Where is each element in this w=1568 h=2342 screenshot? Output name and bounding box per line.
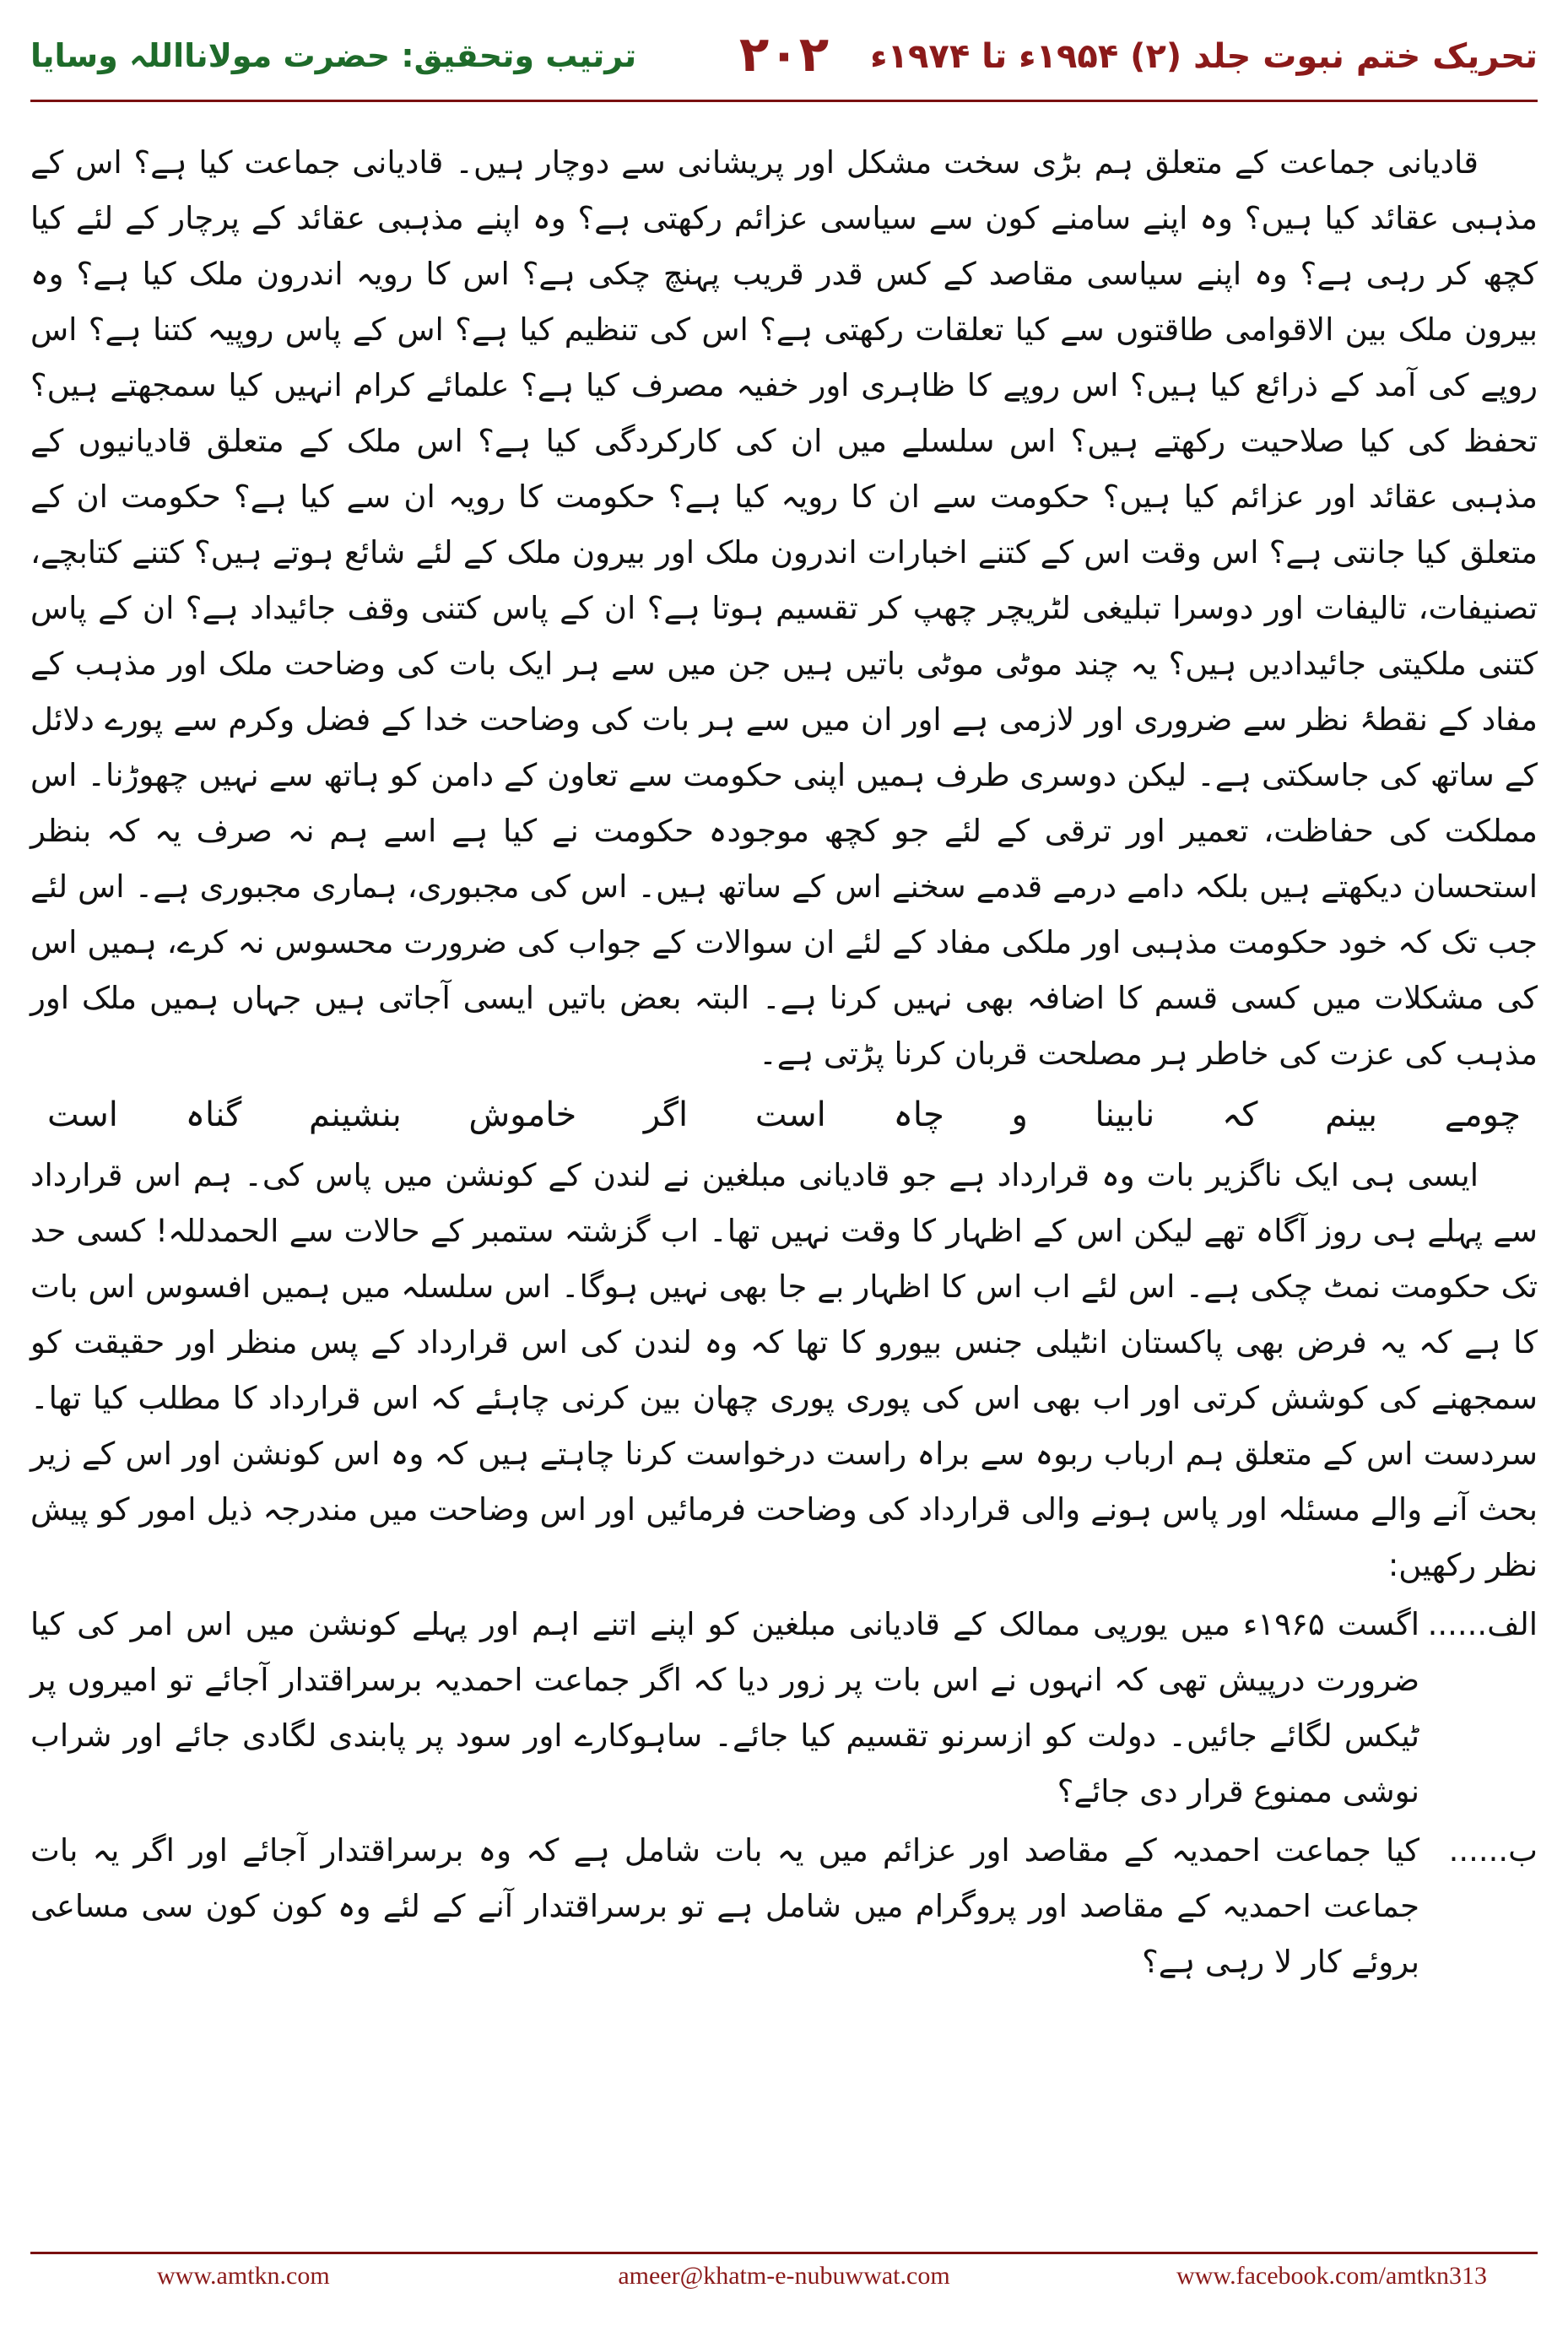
couplet-word: چاہ — [893, 1095, 944, 1134]
book-title: تحریک ختم نبوت جلد (۲) ۱۹۵۴ء تا ۱۹۷۴ء — [870, 37, 1538, 76]
list-label: ب...... — [1448, 1832, 1538, 1869]
list-text: کیا جماعت احمدیہ کے مقاصد اور عزائم میں یہ بات شامل ہے کہ وہ برسراقتدار آجائے اور اگر یہ بات جماعت احمدیہ کے مقاصد اور پروگرام میں شامل ہے تو برسراقتدار آنے کے لئے وہ کون کون سی مساعی بروئے کار لا رہی ہے؟ — [30, 1832, 1419, 1980]
page-footer — [30, 2262, 1538, 2304]
list-item — [30, 1597, 1538, 1820]
couplet-word: اگر — [643, 1095, 689, 1134]
page-header — [30, 25, 1538, 93]
couplet-word: بنشینم — [309, 1095, 402, 1134]
couplet-word: گناہ — [185, 1095, 242, 1134]
list-label: الف...... — [1427, 1606, 1538, 1642]
couplet-word: نابینا — [1095, 1095, 1155, 1134]
website-link[interactable]: www.amtkn.com — [157, 2262, 330, 2290]
facebook-link[interactable]: www.facebook.com/amtkn313 — [1176, 2262, 1487, 2290]
couplet-word: خاموش — [468, 1095, 577, 1134]
couplet-word: کہ — [1221, 1095, 1258, 1134]
page-body — [30, 135, 1538, 1990]
footer-rule — [30, 2252, 1538, 2254]
paragraph: قادیانی جماعت کے متعلق ہم بڑی سخت مشکل اور پریشانی سے دوچار ہیں۔ قادیانی جماعت کیا ہے؟ اس کے مذہبی عقائد کیا ہیں؟ وہ اپنے سامنے کون سے سیاسی عزائم رکھتی ہے؟ وہ اپنے مذہبی عقائد کے پرچار کے لئے کیا کچھ کر رہی ہے؟ وہ اپنے سیاسی مقاصد کے کس قدر قریب پہنچ چکی ہے؟ اس کا رویہ اندرون ملک کیا ہے؟ وہ بیرون ملک بین الاقوامی طاقتوں سے کیا تعلقات رکھتی ہے؟ اس کی تنظیم کیا ہے؟ اس کے پاس روپیہ کتنا ہے؟ اس روپے کی آمد کے ذرائع کیا ہیں؟ اس روپے کا ظاہری اور خفیہ مصرف کیا ہے؟ علمائے کرام انہیں کیا سمجھتے ہیں؟ تحفظ کی کیا صلاحیت رکھتے ہیں؟ اس سلسلے میں ان کی کارکردگی کیا ہے؟ اس ملک کے متعلق قادیانیوں کے مذہبی عقائد اور عزائم کیا ہیں؟ حکومت سے ان کا رویہ کیا ہے؟ حکومت کا رویہ ان سے کیا ہے؟ حکومت ان کے متعلق کیا جانتی ہے؟ اس وقت اس کے کتنے اخبارات اندرون ملک اور بیرون ملک کے لئے شائع ہوتے ہیں؟ کتنے کتابچے، تصنیفات، تالیفات اور دوسرا تبلیغی لٹریچر چھپ کر تقسیم ہوتا ہے؟ ان کے پاس کتنی وقف جائیداد ہے؟ ان کے پاس کتنی ملکیتی جائیدادیں ہیں؟ یہ چند موٹی موٹی باتیں ہیں جن میں سے ہر ایک بات کی وضاحت ملک اور مذہب کے مفاد کے نقطۂ نظر سے ضروری اور لازمی ہے اور ان میں سے ہر بات کی وضاحت خدا کے فضل وکرم سے پورے دلائل کے ساتھ کی جاسکتی ہے۔ لیکن دوسری طرف ہمیں اپنی حکومت سے تعاون کے دامن کو ہاتھ سے نہیں چھوڑنا۔ اس مملکت کی حفاظت، تعمیر اور ترقی کے لئے جو کچھ موجودہ حکومت نے کیا ہے اسے ہم نہ صرف یہ کہ بنظر استحسان دیکھتے ہیں بلکہ دامے درمے قدمے سخنے اس کے ساتھ ہیں۔ اس کی مجبوری، ہماری مجبوری ہے۔ اس لئے جب تک کہ خود حکومت مذہبی اور ملکی مفاد کے لئے ان سوالات کے جواب کی ضرورت محسوس نہ کرے، ہمیں اس کی مشکلات میں کسی قسم کا اضافہ بھی نہیں کرنا ہے۔ البتہ بعض باتیں ایسی آجاتی ہیں جہاں ہمیں ملک اور مذہب کی عزت کی خاطر ہر مصلحت قربان کرنا پڑتی ہے۔ — [30, 144, 1538, 1072]
header-rule — [30, 100, 1538, 102]
compiler-credit: ترتیب وتحقیق: حضرت مولانااللہ وسایا — [30, 37, 637, 74]
persian-couplet — [30, 1087, 1538, 1143]
couplet-word: چومے — [1444, 1095, 1521, 1134]
email-link[interactable]: ameer@khatm-e-nubuwwat.com — [618, 2262, 950, 2290]
couplet-word: است — [47, 1095, 118, 1134]
couplet-word: و — [1011, 1095, 1028, 1134]
couplet-word: بینم — [1325, 1095, 1378, 1134]
list-item — [30, 1823, 1538, 1990]
paragraph: ایسی ہی ایک ناگزیر بات وہ قرارداد ہے جو قادیانی مبلغین نے لندن کے کونشن میں پاس کی۔ ہم اس قرارداد سے پہلے ہی روز آگاہ تھے لیکن اس کے اظہار کا وقت نہیں تھا۔ اب گزشتہ ستمبر کے حالات سے الحمدللہ! کسی حد تک حکومت نمٹ چکی ہے۔ اس لئے اب اس کا اظہار بے جا بھی نہیں ہوگا۔ اس سلسلہ میں ہمیں افسوس اس بات کا ہے کہ یہ فرض بھی پاکستان انٹیلی جنس بیورو کا تھا کہ وہ لندن کی اس قرارداد کے پس منظر اور حقیقت کو سمجھنے کی کوشش کرتی اور اب بھی اس کی پوری پوری چھان بین کرنی چاہئے کہ اس قرارداد کا مطلب کیا تھا۔ سردست اس کے متعلق ہم ارباب ربوہ سے براہ راست درخواست کرنا چاہتے ہیں کہ وہ اس کونشن اور اس کے زیر بحث آنے والے مسئلہ اور پاس ہونے والی قرارداد کی وضاحت فرمائیں اور اس وضاحت میں مندرجہ ذیل امور کو پیش نظر رکھیں: — [30, 1157, 1538, 1583]
list-text: اگست ۱۹۶۵ء میں یورپی ممالک کے قادیانی مبلغین کو اپنے اتنے اہم اور پہلے کونشن میں اس امر کی کیا ضرورت درپیش تھی کہ انہوں نے اس بات پر زور دیا کہ اگر جماعت احمدیہ برسراقتدار آجائے تو امیروں پر ٹیکس لگائے جائیں۔ دولت کو ازسرنو تقسیم کیا جائے۔ ساہوکارے اور سود پر پابندی لگادی جائے اور شراب نوشی ممنوع قرار دی جائے؟ — [30, 1606, 1419, 1809]
page-number: ۲۰۲ — [738, 25, 830, 83]
couplet-word: است — [754, 1095, 826, 1134]
